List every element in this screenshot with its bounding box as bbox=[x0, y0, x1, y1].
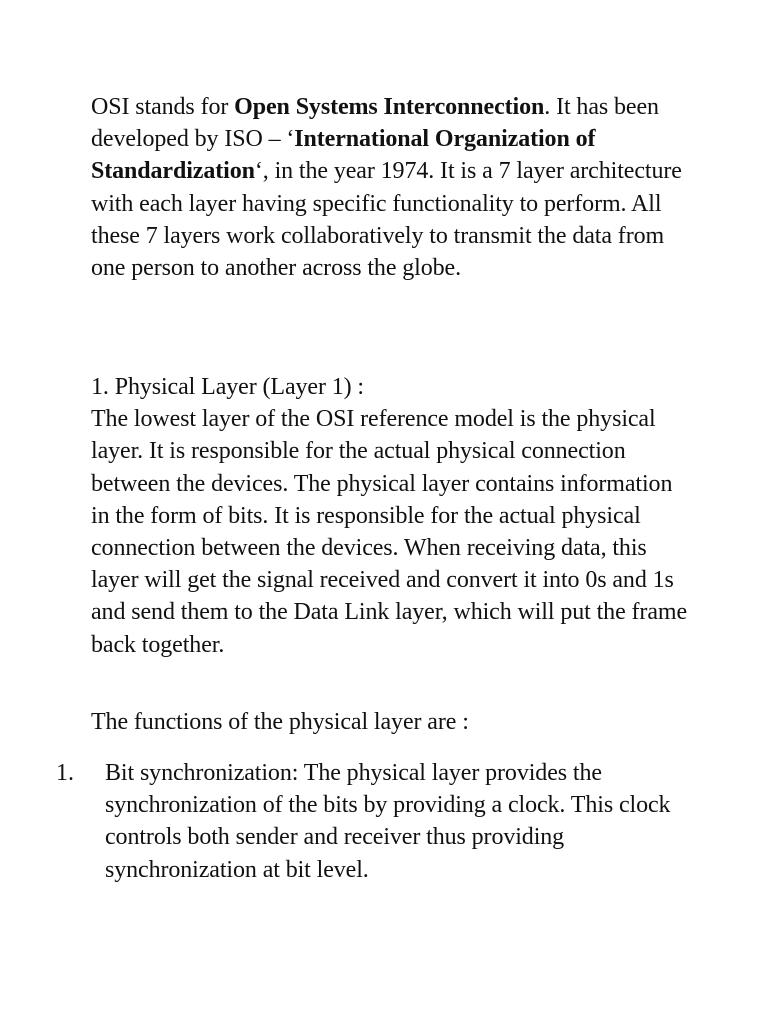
intro-text-3: ‘, in the year 1974. It is a 7 layer architecture with each layer having specific functionality to perform. All these 7 layers work collaboratively to transmit the data from one person to another across the globe. bbox=[91, 158, 682, 282]
functions-intro: The functions of the physical layer are : bbox=[91, 709, 469, 735]
list-item-number: 1. bbox=[56, 760, 74, 786]
intro-paragraph bbox=[91, 91, 691, 284]
osi-full-name: Open Systems Interconnection bbox=[234, 94, 545, 120]
intro-text-2: . It has been developed by ISO – ‘ bbox=[91, 94, 659, 153]
physical-layer-heading: 1. Physical Layer (Layer 1) : bbox=[91, 374, 364, 400]
iso-full-name: International Organization of Standardization bbox=[91, 126, 596, 185]
intro-text-1: OSI stands for bbox=[91, 94, 235, 120]
list-item-text: Bit synchronization: The physical layer provides the synchronization of the bits by providing a clock. This clock controls both sender and receiver thus providing synchronization at bit level. bbox=[105, 760, 671, 883]
physical-layer-body: The lowest layer of the OSI reference model is the physical layer. It is responsible for the actual physical connection between the devices. The physical layer contains information in the form of bits. It is responsible for the actual physical connection between the devices. When receiving data, this layer will get the signal received and convert it into 0s and 1s and send them to the Data Link layer, which will put the frame back together. bbox=[91, 406, 687, 658]
physical-layer-section bbox=[91, 371, 691, 661]
